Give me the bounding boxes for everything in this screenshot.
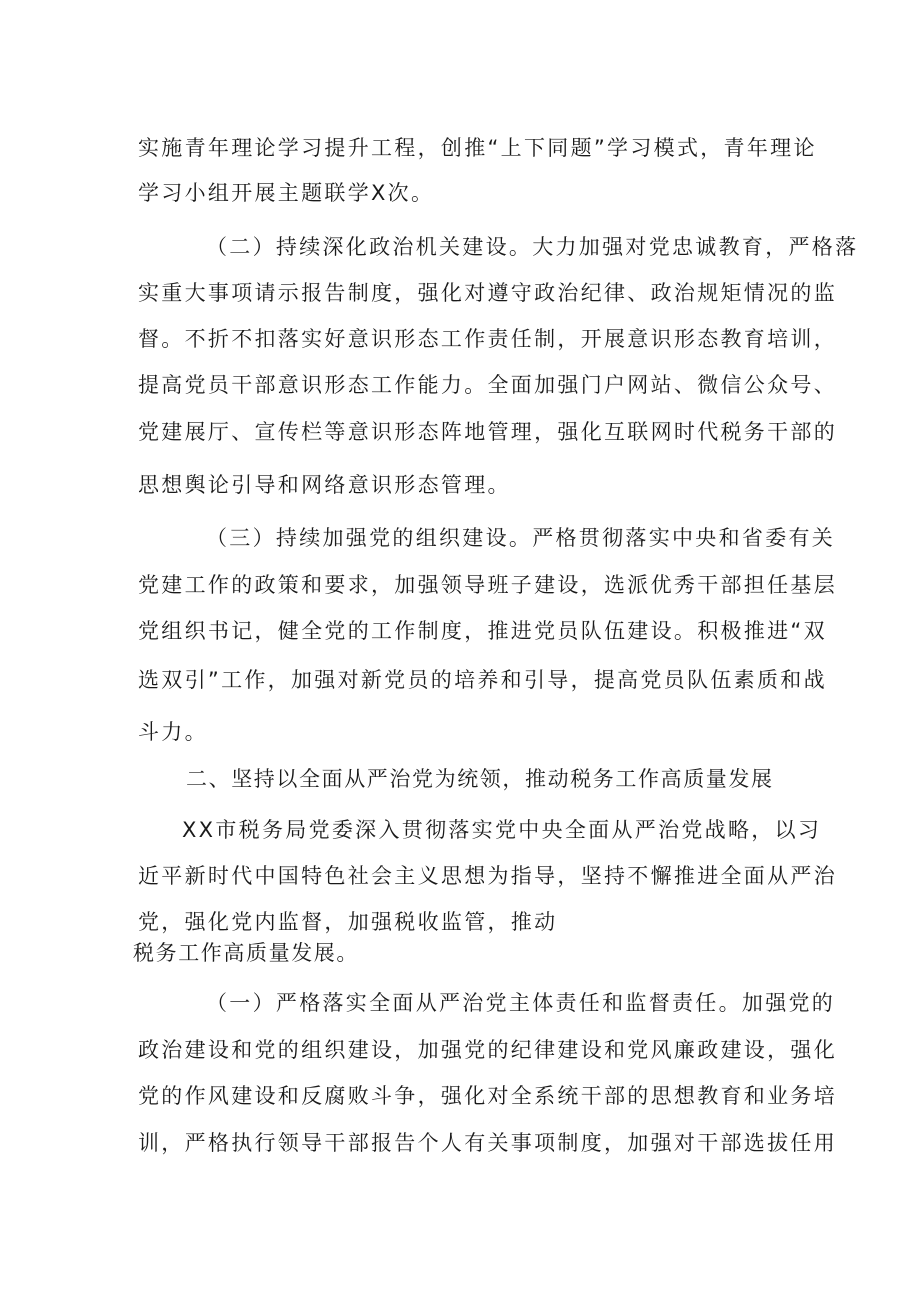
text-line: 党，强化党内监督，加强税收监管，推动 [138,910,558,934]
text-line: 选双引”工作，加强对新党员的培养和引导，提高党员队伍素质和战 [138,668,827,692]
text-line: 训，严格执行领导干部报告个人有关事项制度，加强对干部选拔任用 [138,1131,837,1155]
text-line: 税务工作高质量发展。 [133,941,359,965]
text-line: 学习小组开展主题联学X次。 [138,181,435,205]
section-heading: 二、坚持以全面从严治党为统领，推动税务工作高质量发展 [186,767,774,791]
text-line: XX市税务局党委深入贯彻落实党中央全面从严治党战略，以习 [182,818,822,842]
text-line: 政治建设和党的组织建设，加强党的纪律建设和党风廉政建设，强化 [138,1038,837,1062]
text-line: 党的作风建设和反腐败斗争，强化对全系统干部的思想教育和业务培 [138,1084,837,1108]
text-line: 党建工作的政策和要求，加强领导班子建设，选派优秀干部担任基层 [138,573,837,597]
text-line: 实施青年理论学习提升工程，创推“上下同题”学习模式，青年理论 [138,136,817,160]
text-line: 督。不折不扣落实好意识形态工作责任制，开展意识形态教育培训， [138,327,837,351]
text-line: （二）持续深化政治机关建设。大力加强对党忠诚教育，严格落 [206,235,859,259]
text-line: 党组织书记，健全党的工作制度，推进党员队伍建设。积极推进“双 [138,619,827,643]
text-line: 思想舆论引导和网络意识形态管理。 [138,473,511,497]
text-line: 提高党员干部意识形态工作能力。全面加强门户网站、微信公众号、 [138,373,837,397]
text-line: 近平新时代中国特色社会主义思想为指导，坚持不懈推进全面从严治 [138,864,837,888]
text-line: （一）严格落实全面从严治党主体责任和监督责任。加强党的 [206,991,836,1015]
text-line: （三）持续加强党的组织建设。严格贯彻落实中央和省委有关 [206,526,836,550]
text-line: 斗力。 [138,720,208,744]
text-line: 实重大事项请示报告制度，强化对遵守政治纪律、政治规矩情况的监 [138,281,837,305]
text-line: 党建展厅、宣传栏等意识形态阵地管理，强化互联网时代税务干部的 [138,420,837,444]
